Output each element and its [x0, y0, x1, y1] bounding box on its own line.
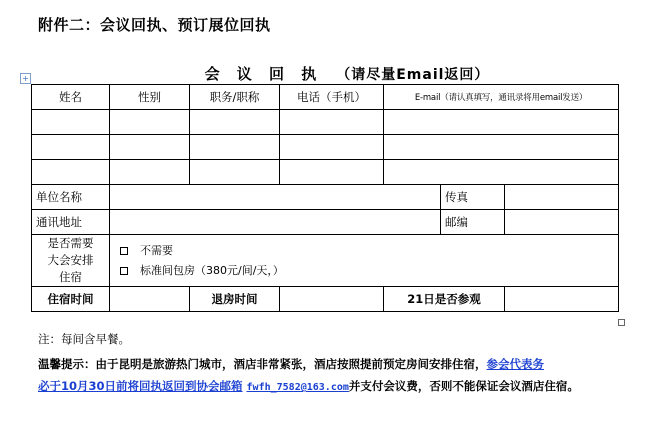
table-row — [32, 160, 619, 185]
checkbox-icon[interactable] — [120, 247, 128, 255]
email-cell[interactable] — [384, 160, 619, 185]
tip-text-prefix: 温馨提示：由于昆明是旅游热门城市，酒店非常紧张，酒店按照提前预定房间安排住宿， — [38, 357, 487, 371]
address-value-cell[interactable] — [110, 210, 441, 235]
breakfast-note: 注：每间含早餐。 — [38, 332, 130, 346]
checkout-label: 退房时间 — [190, 287, 280, 312]
form-title — [0, 63, 654, 84]
col-header-title: 职务/职称 — [190, 85, 280, 110]
table-row — [32, 135, 619, 160]
accommodation-label — [32, 235, 110, 287]
accommodation-row — [32, 235, 619, 287]
dates-row — [32, 287, 619, 312]
phone-cell[interactable] — [280, 135, 384, 160]
table-resize-handle[interactable] — [618, 319, 625, 326]
registration-form-table — [31, 84, 619, 312]
fax-label: 传真 — [441, 185, 505, 210]
email-cell[interactable] — [384, 110, 619, 135]
tip-text-suffix: 并支付会议费，否则不能保证会议酒店住宿。 — [348, 379, 579, 393]
form-title-main: 会 议 回 执 — [204, 65, 323, 83]
accommodation-options — [110, 235, 619, 287]
tip-link-part-1[interactable]: 参会代表务 — [486, 357, 544, 371]
org-row — [32, 185, 619, 210]
email-cell[interactable] — [384, 135, 619, 160]
checkout-value-cell[interactable] — [280, 287, 384, 312]
col-header-phone: 电话（手机） — [280, 85, 384, 110]
option-standard-room[interactable]: 标准间包房（380元/间/天，） — [120, 261, 614, 281]
visit-value-cell[interactable] — [505, 287, 619, 312]
warm-tip — [38, 353, 618, 399]
col-header-gender: 性别 — [110, 85, 190, 110]
gender-cell[interactable] — [110, 135, 190, 160]
table-move-handle-icon[interactable]: + — [20, 73, 31, 84]
fax-value-cell[interactable] — [505, 185, 619, 210]
visit-label: 21日是否参观 — [384, 287, 505, 312]
gender-cell[interactable] — [110, 160, 190, 185]
title-cell[interactable] — [190, 160, 280, 185]
address-label: 通讯地址 — [32, 210, 110, 235]
address-row — [32, 210, 619, 235]
option-no-accommodation[interactable]: 不需要 — [120, 241, 614, 261]
phone-cell[interactable] — [280, 160, 384, 185]
checkbox-icon[interactable] — [120, 267, 128, 275]
accommodation-label-line-2: 大会安排 — [47, 253, 94, 267]
accommodation-label-line-1: 是否需要 — [47, 236, 94, 250]
gender-cell[interactable] — [110, 110, 190, 135]
title-cell[interactable] — [190, 110, 280, 135]
table-row — [32, 110, 619, 135]
page-heading: 附件二：会议回执、预订展位回执 — [38, 16, 271, 34]
checkin-label: 住宿时间 — [32, 287, 110, 312]
col-header-email: E-mail（请认真填写，通讯录将用email发送） — [384, 85, 619, 110]
tip-link-part-2[interactable]: 必于10月30日前将回执返回到协会邮箱 — [38, 379, 243, 393]
name-cell[interactable] — [32, 110, 110, 135]
col-header-name: 姓名 — [32, 85, 110, 110]
name-cell[interactable] — [32, 160, 110, 185]
postcode-value-cell[interactable] — [505, 210, 619, 235]
org-value-cell[interactable] — [110, 185, 441, 210]
org-label: 单位名称 — [32, 185, 110, 210]
form-title-subtitle: （请尽量Email返回） — [336, 67, 490, 83]
name-cell[interactable] — [32, 135, 110, 160]
title-cell[interactable] — [190, 135, 280, 160]
table-header-row — [32, 85, 619, 110]
checkin-value-cell[interactable] — [110, 287, 190, 312]
postcode-label: 邮编 — [441, 210, 505, 235]
phone-cell[interactable] — [280, 110, 384, 135]
accommodation-label-line-3: 住宿 — [59, 270, 82, 284]
association-email-link[interactable]: fwfh_7582@163.com — [246, 382, 349, 393]
